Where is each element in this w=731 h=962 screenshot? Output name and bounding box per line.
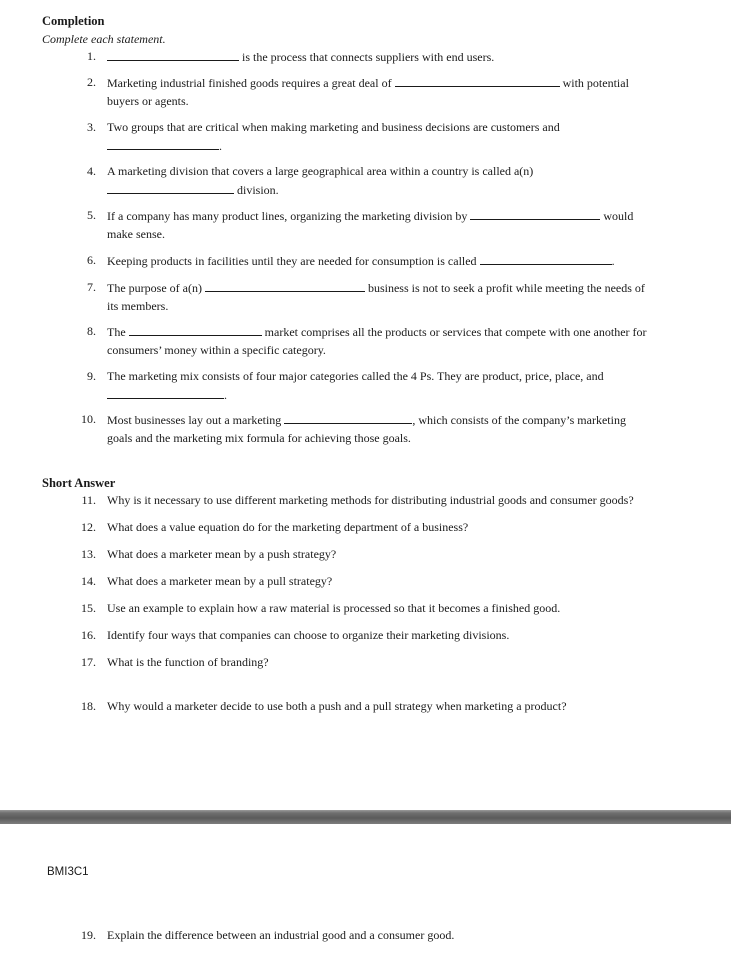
- item-text: market comprises all the products or services that compete with one another for: [261, 325, 647, 339]
- item-text: Use an example to explain how a raw material is processed so that it becomes a finished good.: [107, 601, 561, 615]
- item-number: 1.: [87, 49, 96, 63]
- item-text: consumers’ money within a specific category.: [107, 342, 326, 357]
- item-number: 19.: [81, 928, 96, 942]
- answer-blank[interactable]: [107, 137, 219, 150]
- item-number: 16.: [81, 628, 96, 642]
- item-number: 7.: [87, 280, 96, 294]
- item-text: Keeping products in facilities until they are needed for consumption is called: [107, 254, 480, 268]
- answer-blank[interactable]: [205, 279, 365, 292]
- answer-blank[interactable]: [284, 411, 412, 424]
- item-text: The purpose of a(n): [107, 281, 205, 295]
- item-number: 8.: [87, 324, 96, 338]
- answer-blank[interactable]: [107, 48, 239, 61]
- item-text: What does a marketer mean by a pull strategy?: [107, 574, 333, 588]
- item-number: 12.: [81, 520, 96, 534]
- item-text: its members.: [107, 298, 169, 313]
- item-text: buyers or agents.: [107, 93, 189, 108]
- item-text: Why is it necessary to use different marketing methods for distributing industrial goods and consumer goods?: [107, 493, 634, 507]
- item-text: .: [611, 254, 615, 268]
- section-heading-completion: Completion: [42, 14, 105, 28]
- item-text: Most businesses lay out a marketing: [107, 413, 285, 427]
- item-text: would: [600, 209, 634, 223]
- item-text: Two groups that are critical when making marketing and business decisions are customers and: [107, 120, 560, 134]
- item-number: 10.: [81, 412, 96, 426]
- item-number: 15.: [81, 601, 96, 615]
- item-number: 3.: [87, 120, 96, 134]
- answer-blank[interactable]: [107, 386, 224, 399]
- item-text: .: [224, 387, 227, 402]
- item-text: Identify four ways that companies can choose to organize their marketing divisions.: [107, 628, 510, 642]
- page-break-divider: [0, 810, 731, 824]
- item-text: goals and the marketing mix formula for achieving those goals.: [107, 430, 411, 445]
- item-number: 6.: [87, 253, 96, 267]
- item-number: 13.: [81, 547, 96, 561]
- item-number: 9.: [87, 369, 96, 383]
- item-text: What is the function of branding?: [107, 655, 269, 669]
- item-number: 4.: [87, 164, 96, 178]
- item-text: If a company has many product lines, organizing the marketing division by: [107, 209, 471, 223]
- item-number: 18.: [81, 699, 96, 713]
- course-code: BMI3C1: [47, 866, 89, 878]
- item-text: is the process that connects suppliers with end users.: [239, 50, 495, 64]
- item-text: Why would a marketer decide to use both a push and a pull strategy when marketing a product?: [107, 699, 567, 713]
- item-text: .: [219, 138, 222, 153]
- item-text: The marketing mix consists of four major categories called the 4 Ps. They are product, price, place, and: [107, 369, 604, 383]
- item-text: Explain the difference between an industrial good and a consumer good.: [107, 928, 455, 942]
- answer-blank[interactable]: [107, 181, 234, 194]
- answer-blank[interactable]: [395, 74, 560, 87]
- item-text: What does a value equation do for the marketing department of a business?: [107, 520, 469, 534]
- item-text: A marketing division that covers a large geographical area within a country is called a(n): [107, 164, 534, 178]
- item-number: 2.: [87, 75, 96, 89]
- item-number: 11.: [81, 493, 96, 507]
- item-text: What does a marketer mean by a push strategy?: [107, 547, 337, 561]
- item-text: , which consists of the company’s marketing: [412, 413, 626, 427]
- section-instruction: Complete each statement.: [42, 32, 166, 46]
- item-text: The: [107, 325, 129, 339]
- section-heading-short-answer: Short Answer: [42, 476, 116, 490]
- answer-blank[interactable]: [129, 323, 262, 336]
- answer-blank[interactable]: [480, 252, 612, 265]
- item-text: Marketing industrial finished goods requires a great deal of: [107, 76, 395, 90]
- item-text: division.: [234, 182, 279, 197]
- item-number: 5.: [87, 208, 96, 222]
- item-text: with potential: [559, 76, 629, 90]
- item-text: business is not to seek a profit while meeting the needs of: [364, 281, 645, 295]
- item-text: make sense.: [107, 226, 165, 241]
- item-number: 14.: [81, 574, 96, 588]
- answer-blank[interactable]: [470, 207, 600, 220]
- item-number: 17.: [81, 655, 96, 669]
